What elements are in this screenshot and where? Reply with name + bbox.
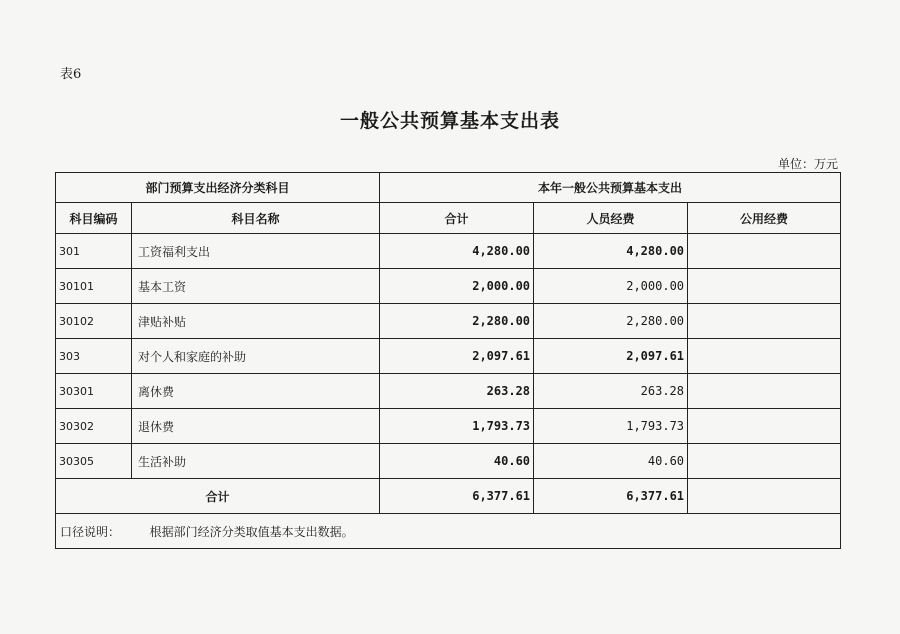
row-code: 30305	[56, 444, 132, 479]
budget-table	[55, 172, 841, 549]
row-total: 4,280.00	[380, 234, 534, 269]
row-code: 301	[56, 234, 132, 269]
row-name: 离休费	[132, 374, 380, 409]
row-name: 津贴补贴	[132, 304, 380, 339]
row-public	[688, 374, 841, 409]
note-label: 口径说明：	[60, 524, 121, 539]
row-public	[688, 269, 841, 304]
header-group-right: 本年一般公共预算基本支出	[380, 173, 841, 203]
table-row	[56, 304, 841, 339]
sum-label: 合计	[56, 479, 380, 514]
header-row-group	[56, 173, 841, 203]
row-name: 工资福利支出	[132, 234, 380, 269]
table-row	[56, 374, 841, 409]
header-personnel: 人员经费	[534, 203, 688, 234]
table-row	[56, 409, 841, 444]
table-row	[56, 234, 841, 269]
sum-personnel: 6,377.61	[534, 479, 688, 514]
row-name: 生活补助	[132, 444, 380, 479]
row-total: 40.60	[380, 444, 534, 479]
row-personnel: 40.60	[534, 444, 688, 479]
header-public: 公用经费	[688, 203, 841, 234]
row-personnel: 263.28	[534, 374, 688, 409]
row-public	[688, 444, 841, 479]
unit-label: 单位：万元	[777, 157, 838, 171]
row-code: 30101	[56, 269, 132, 304]
row-total: 2,097.61	[380, 339, 534, 374]
note-row	[56, 514, 841, 549]
sum-public	[688, 479, 841, 514]
header-group-left: 部门预算支出经济分类科目	[56, 173, 380, 203]
header-row-columns	[56, 203, 841, 234]
row-personnel: 2,000.00	[534, 269, 688, 304]
row-name: 基本工资	[132, 269, 380, 304]
row-public	[688, 234, 841, 269]
header-code: 科目编码	[56, 203, 132, 234]
row-code: 303	[56, 339, 132, 374]
note-cell	[56, 514, 841, 549]
table-row	[56, 269, 841, 304]
row-code: 30102	[56, 304, 132, 339]
header-total: 合计	[380, 203, 534, 234]
table-row	[56, 444, 841, 479]
row-name: 对个人和家庭的补助	[132, 339, 380, 374]
row-public	[688, 339, 841, 374]
header-name: 科目名称	[132, 203, 380, 234]
row-total: 263.28	[380, 374, 534, 409]
table-number: 表6	[60, 67, 82, 82]
sum-total: 6,377.61	[380, 479, 534, 514]
table-row	[56, 339, 841, 374]
row-name: 退休费	[132, 409, 380, 444]
page-title: 一般公共预算基本支出表	[339, 110, 560, 132]
row-personnel: 2,097.61	[534, 339, 688, 374]
row-total: 2,280.00	[380, 304, 534, 339]
row-total: 2,000.00	[380, 269, 534, 304]
row-code: 30301	[56, 374, 132, 409]
sum-row	[56, 479, 841, 514]
row-total: 1,793.73	[380, 409, 534, 444]
row-code: 30302	[56, 409, 132, 444]
note-text: 根据部门经济分类取值基本支出数据。	[149, 524, 354, 539]
row-public	[688, 409, 841, 444]
row-personnel: 4,280.00	[534, 234, 688, 269]
row-public	[688, 304, 841, 339]
row-personnel: 1,793.73	[534, 409, 688, 444]
row-personnel: 2,280.00	[534, 304, 688, 339]
